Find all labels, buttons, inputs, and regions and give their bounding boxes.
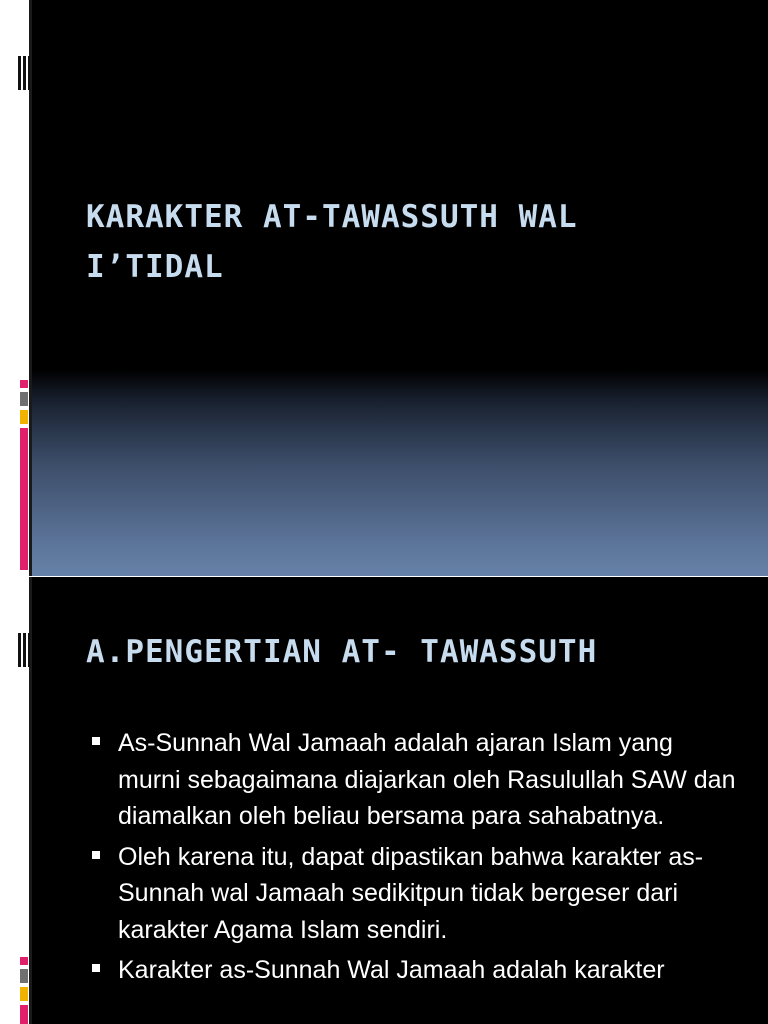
list-item — [90, 839, 740, 949]
list-item — [90, 725, 740, 835]
square-bullet-icon — [92, 737, 100, 745]
slide-2 — [0, 577, 768, 1024]
square-bullet-icon — [92, 964, 100, 972]
accent-bar-column — [20, 957, 28, 1024]
bullet-text: Karakter as-Sunnah Wal Jamaah adalah karakter — [118, 956, 665, 984]
accent-bar-column — [20, 380, 28, 570]
square-bullet-icon — [92, 851, 100, 859]
slide-title: KARAKTER AT-TAWASSUTH WAL I’TIDAL — [86, 199, 578, 285]
bullet-list — [90, 725, 740, 993]
section-heading: A.PENGERTIAN AT- TAWASSUTH — [86, 634, 598, 670]
vertical-bars-icon — [18, 633, 30, 667]
vertical-bars-icon — [18, 56, 30, 90]
bullet-text: As-Sunnah Wal Jamaah adalah ajaran Islam yang murni sebagaimana diajarkan oleh Rasulullah SAW dan diamalkan oleh beliau bersama para sahabatnya. — [118, 729, 736, 830]
list-item — [90, 952, 740, 989]
bullet-text: Oleh karena itu, dapat dipastikan bahwa karakter as-Sunnah wal Jamaah sedikitpun tidak bergeser dari karakter Agama Islam sendiri. — [118, 842, 704, 944]
